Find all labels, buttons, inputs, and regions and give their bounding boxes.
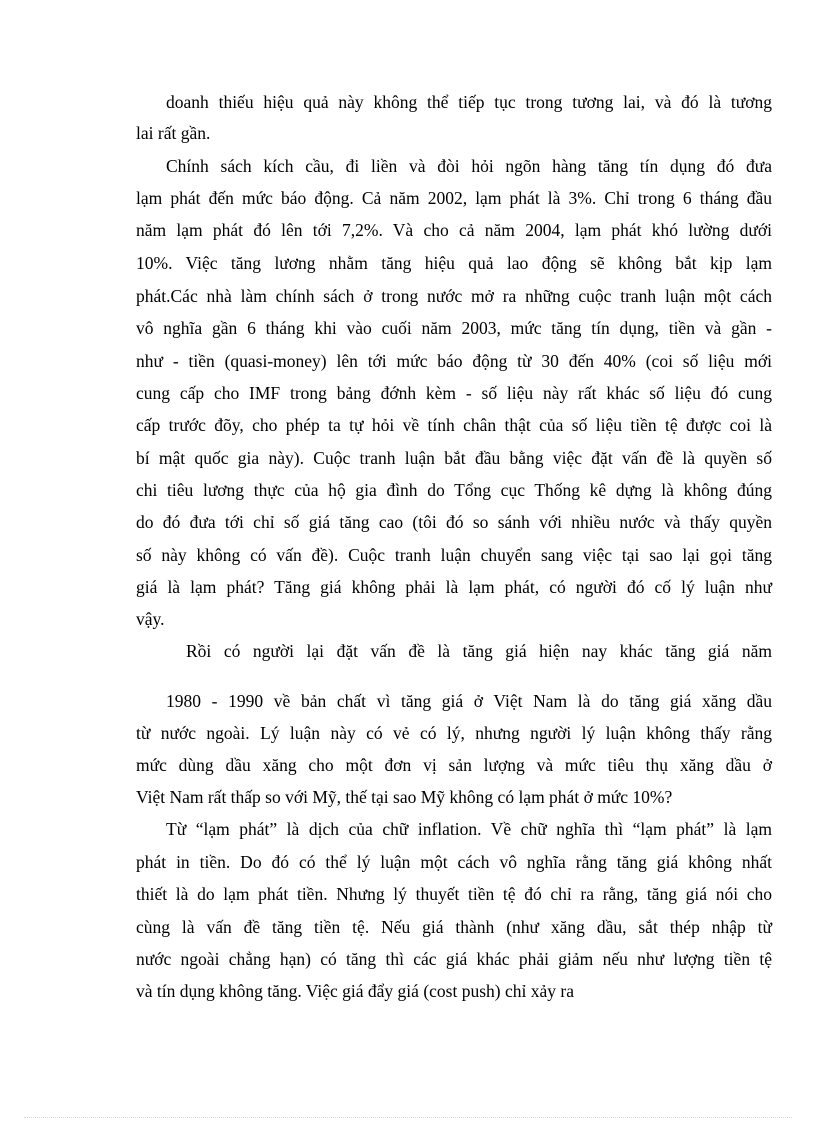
- text-line: doanh thiếu hiệu quả này không thể tiếp tục trong tương lai, và đó là tương: [166, 92, 772, 112]
- text-line: Từ “lạm phát” là dịch của chữ inflation. Về chữ nghĩa thì “lạm phát” là lạm: [166, 819, 772, 839]
- text-line: 1980 - 1990 về bản chất vì tăng giá ở Việt Nam là do tăng giá xăng dầu: [166, 691, 772, 711]
- text-line: thiết là do lạm phát tiền. Nhưng lý thuyết tiền tệ đó chỉ ra rằng, tăng giá nói cho: [136, 884, 772, 904]
- text-line: vậy.: [136, 609, 165, 629]
- text-line: và tín dụng không tăng. Việc giá đẩy giá (cost push) chỉ xảy ra: [136, 981, 574, 1001]
- text-line: do đó đưa tới chỉ số giá tăng cao (tôi đó so sánh với nhiều nước và thấy quyền: [136, 512, 772, 532]
- text-line: 10%. Việc tăng lương nhằm tăng hiệu quả lao động sẽ không bắt kịp lạm: [136, 253, 772, 273]
- text-line: lạm phát đến mức báo động. Cả năm 2002, lạm phát là 3%. Chỉ trong 6 tháng đầu: [136, 188, 772, 208]
- text-line: Chính sách kích cầu, đi liền và đòi hỏi ngõn hàng tăng tín dụng đó đưa: [166, 156, 772, 176]
- text-line: cấp trước đõy, cho phép ta tự hỏi về tính chân thật của số liệu tiền tệ được coi là: [136, 415, 772, 435]
- text-line: từ nước ngoài. Lý luận này có vẻ có lý, nhưng người lý luận không thấy rằng: [136, 723, 772, 743]
- text-line: nước ngoài chẳng hạn) có tăng thì các giá khác phải giảm nếu như lượng tiền tệ: [136, 949, 772, 969]
- text-line: số này không có vấn đề). Cuộc tranh luận chuyển sang việc tại sao lại gọi tăng: [136, 545, 772, 565]
- text-line: như - tiền (quasi-money) lên tới mức báo động từ 30 đến 40% (coi số liệu mới: [136, 351, 772, 371]
- text-line: năm lạm phát đó lên tới 7,2%. Và cho cả năm 2004, lạm phát khó lường dưới: [136, 220, 772, 240]
- text-line: vô nghĩa gần 6 tháng khi vào cuối năm 2003, mức tăng tín dụng, tiền và gần -: [136, 318, 772, 338]
- text-line: chi tiêu lương thực của hộ gia đình do Tổng cục Thống kê dựng là không đúng: [136, 480, 772, 500]
- text-line: Rồi có người lại đặt vấn đề là tăng giá hiện nay khác tăng giá năm: [186, 641, 772, 661]
- text-line: lai rất gần.: [136, 123, 211, 143]
- text-line: cung cấp cho IMF trong bảng đớnh kèm - số liệu này rất khác số liệu đó cung: [136, 383, 772, 403]
- text-line: cùng là vấn đề tăng tiền tệ. Nếu giá thành (như xăng dầu, sắt thép nhập từ: [136, 917, 772, 937]
- page-bottom-divider: [24, 1117, 792, 1118]
- text-line: mức dùng dầu xăng cho một đơn vị sản lượng và mức tiêu thụ xăng dầu ở: [136, 755, 772, 775]
- text-line: Việt Nam rất thấp so với Mỹ, thế tại sao Mỹ không có lạm phát ở mức 10%?: [136, 787, 673, 807]
- text-line: giá là lạm phát? Tăng giá không phải là lạm phát, có người đó cố lý luận như: [136, 577, 772, 597]
- text-line: phát in tiền. Do đó có thể lý luận một cách vô nghĩa rằng tăng giá không nhất: [136, 852, 772, 872]
- text-line: phát.Các nhà làm chính sách ở trong nước mở ra những cuộc tranh luận một cách: [136, 286, 772, 306]
- text-line: bí mật quốc gia này). Cuộc tranh luận bắt đầu bằng việc đặt vấn đề là quyền số: [136, 448, 772, 468]
